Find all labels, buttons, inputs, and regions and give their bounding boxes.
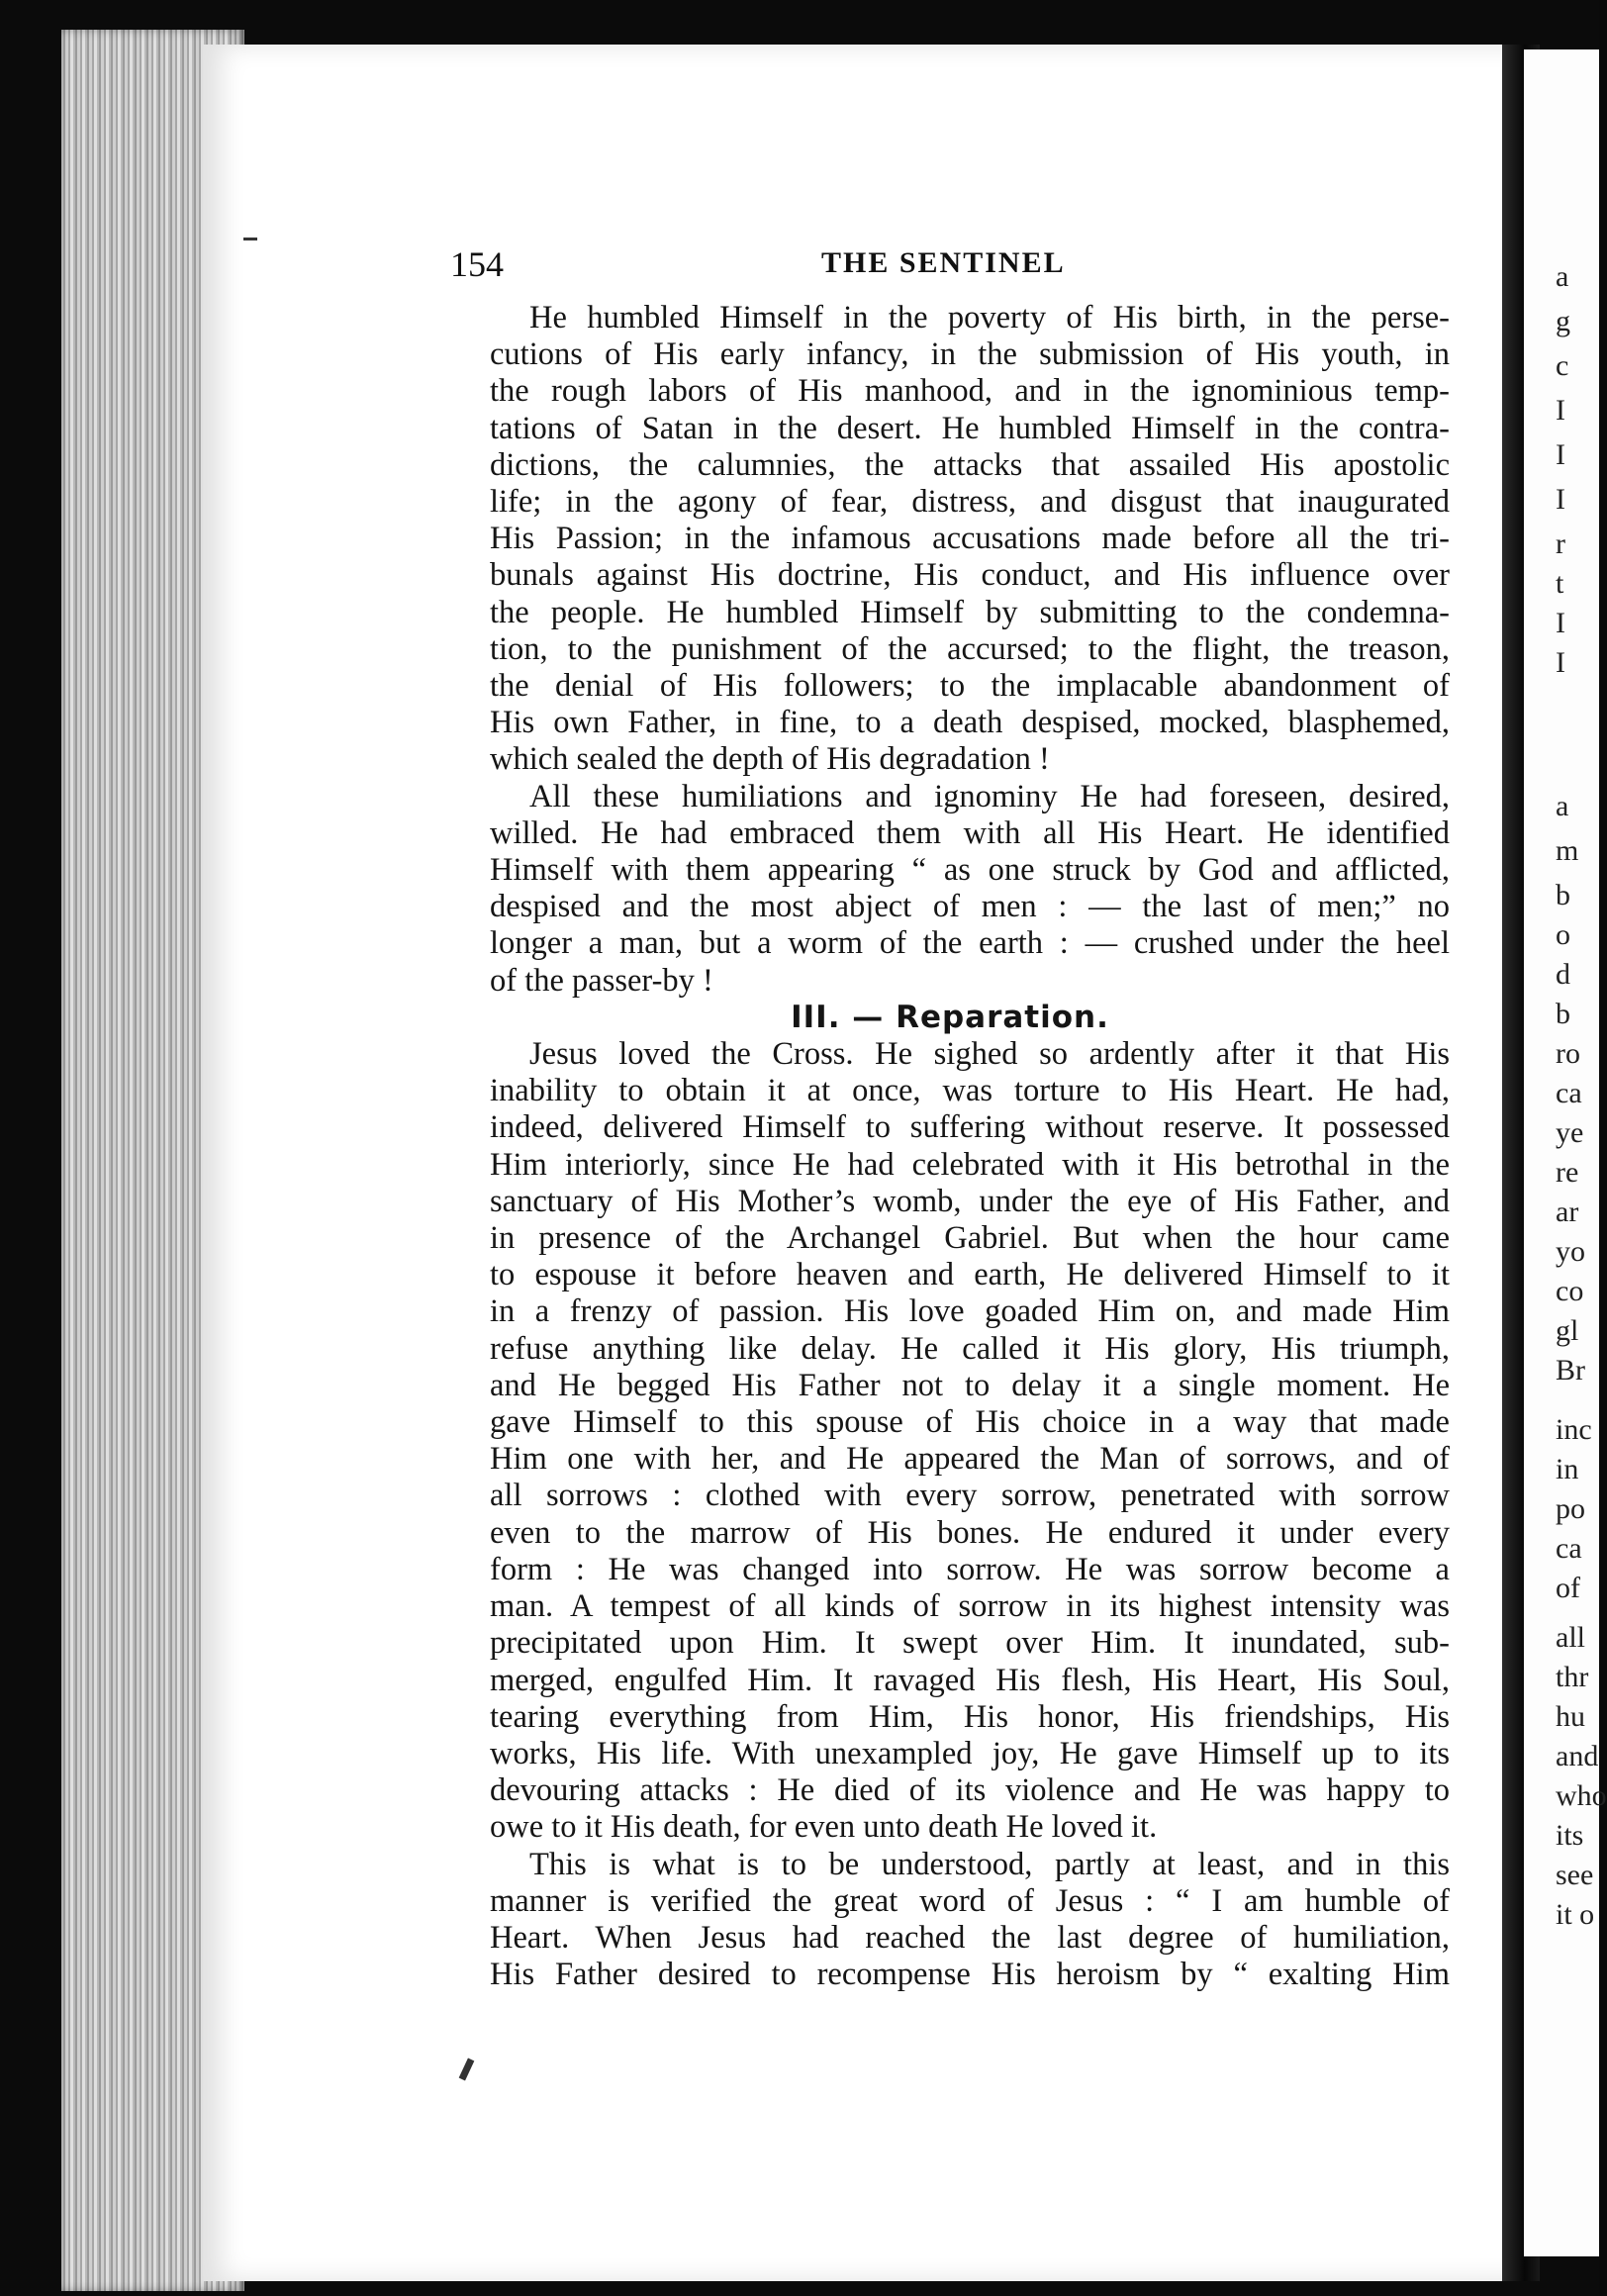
text-line: tations of Satan in the desert. He humbled Himself in the contra- bbox=[490, 410, 1450, 446]
text-line: form : He was changed into sorrow. He was sorrow become a bbox=[490, 1551, 1450, 1587]
text-line: man. A tempest of all kinds of sorrow in its highest intensity was bbox=[490, 1588, 1450, 1625]
facing-page-text: I bbox=[1556, 483, 1565, 516]
facing-page-text: ca bbox=[1556, 1532, 1582, 1565]
facing-page-text: re bbox=[1556, 1156, 1579, 1189]
running-head bbox=[450, 243, 1450, 283]
text-line: Him interiorly, since He had celebrated with it His betrothal in the bbox=[490, 1146, 1450, 1183]
facing-page-text: gl bbox=[1556, 1314, 1579, 1347]
text-line: tion, to the punishment of the accursed; to the flight, the treason, bbox=[490, 630, 1450, 667]
text-line: works, His life. With unexampled joy, He gave Himself up to its bbox=[490, 1735, 1450, 1771]
text-line: He humbled Himself in the poverty of His birth, in the perse- bbox=[529, 300, 1450, 335]
facing-page-text: ar bbox=[1556, 1196, 1579, 1228]
facing-page-text: ro bbox=[1556, 1037, 1580, 1070]
text-line: the people. He humbled Himself by submitting to the condemna- bbox=[490, 594, 1450, 630]
text-line: all sorrows : clothed with every sorrow, penetrated with sorrow bbox=[490, 1478, 1450, 1514]
text-line: to espouse it before heaven and earth, He delivered Himself to it bbox=[490, 1257, 1450, 1293]
facing-page-text: hu bbox=[1556, 1700, 1585, 1733]
facing-page-text: r bbox=[1556, 527, 1565, 560]
text-line: manner is verified the great word of Jesus : “ I am humble of bbox=[490, 1882, 1450, 1919]
scan-speck bbox=[243, 238, 257, 240]
text-line: sanctuary of His Mother’s womb, under the eye of His Father, and bbox=[490, 1183, 1450, 1219]
text-line: devouring attacks : He died of its violence and He was happy to bbox=[490, 1772, 1450, 1809]
text-line: precipitated upon Him. It swept over Him. It inundated, sub- bbox=[490, 1625, 1450, 1662]
text-line: despised and the most abject of men : — the last of men;” no bbox=[490, 889, 1450, 925]
text-line: All these humiliations and ignominy He had foreseen, desired, bbox=[529, 778, 1450, 814]
facing-page-text: o bbox=[1556, 918, 1570, 951]
text-line: Him one with her, and He appeared the Man of sorrows, and of bbox=[490, 1441, 1450, 1478]
running-title: THE SENTINEL bbox=[821, 246, 1066, 279]
facing-page-text: I bbox=[1556, 646, 1565, 679]
text-line: indeed, delivered Himself to suffering without reserve. It possessed bbox=[490, 1109, 1450, 1146]
facing-page-text: of bbox=[1556, 1572, 1580, 1604]
text-line: Heart. When Jesus had reached the last degree of humiliation, bbox=[490, 1919, 1450, 1956]
text-line: dictions, the calumnies, the attacks that assailed His apostolic bbox=[490, 446, 1450, 483]
facing-page-text: a bbox=[1556, 790, 1569, 822]
text-line: This is what is to be understood, partly at least, and in this bbox=[529, 1846, 1450, 1882]
facing-page-text: see bbox=[1556, 1859, 1594, 1891]
facing-page-text: yo bbox=[1556, 1235, 1585, 1268]
facing-page-text: c bbox=[1556, 349, 1569, 382]
text-line: merged, engulfed Him. It ravaged His flesh, His Heart, His Soul, bbox=[490, 1662, 1450, 1698]
text-line: His Passion; in the infamous accusations made before all the tri- bbox=[490, 521, 1450, 557]
page-number: 154 bbox=[450, 244, 504, 284]
facing-page-text: and bbox=[1556, 1740, 1599, 1772]
text-line: His own Father, in fine, to a death despised, mocked, blasphemed, bbox=[490, 705, 1450, 741]
facing-page-text: I bbox=[1556, 438, 1565, 471]
section-heading: III. — Reparation. bbox=[791, 999, 1109, 1035]
text-line: His Father desired to recompense His heroism by “ exalting Him bbox=[490, 1957, 1450, 1993]
text-line: cutions of His early infancy, in the submission of His youth, in bbox=[490, 336, 1450, 373]
page-body bbox=[450, 300, 1450, 1993]
text-line: owe to it His death, for even unto death He loved it. bbox=[490, 1809, 1158, 1846]
text-line: life; in the agony of fear, distress, and disgust that inaugurated bbox=[490, 484, 1450, 521]
facing-page-text: who bbox=[1556, 1779, 1607, 1812]
facing-page-text: Br bbox=[1556, 1354, 1585, 1387]
facing-page-text: t bbox=[1556, 567, 1564, 600]
facing-page-text: I bbox=[1556, 394, 1565, 427]
paragraph bbox=[450, 300, 1450, 779]
facing-page-text: m bbox=[1556, 834, 1579, 867]
facing-page-text: I bbox=[1556, 607, 1565, 639]
text-line: and He begged His Father not to delay it a single moment. He bbox=[490, 1367, 1450, 1403]
text-line: even to the marrow of His bones. He endured it under every bbox=[490, 1514, 1450, 1551]
facing-page-text: its bbox=[1556, 1819, 1584, 1852]
text-line: Jesus loved the Cross. He sighed so ardently after it that His bbox=[529, 1036, 1450, 1073]
text-line: Himself with them appearing “ as one struck by God and afflicted, bbox=[490, 852, 1450, 889]
facing-page-text: b bbox=[1556, 879, 1570, 911]
facing-page-text: g bbox=[1556, 305, 1570, 337]
facing-page-text: ye bbox=[1556, 1116, 1584, 1149]
facing-page-text: po bbox=[1556, 1492, 1585, 1525]
text-line: inability to obtain it at once, was torture to His Heart. He had, bbox=[490, 1073, 1450, 1109]
text-line: longer a man, but a worm of the earth : — crushed under the heel bbox=[490, 925, 1450, 962]
text-line: tearing everything from Him, His honor, His friendships, His bbox=[490, 1698, 1450, 1735]
text-line: willed. He had embraced them with all His Heart. He identified bbox=[490, 814, 1450, 851]
text-line: which sealed the depth of His degradation ! bbox=[490, 741, 1050, 778]
facing-page-text: it o bbox=[1556, 1898, 1595, 1931]
facing-page-text: d bbox=[1556, 958, 1570, 991]
facing-page-text: inc bbox=[1556, 1413, 1592, 1446]
text-line: bunals against His doctrine, His conduct, and His influence over bbox=[490, 557, 1450, 594]
text-line: gave Himself to this spouse of His choice in a way that made bbox=[490, 1404, 1450, 1441]
paragraph bbox=[450, 1036, 1450, 1846]
text-line: in a frenzy of passion. His love goaded Him on, and made Him bbox=[490, 1293, 1450, 1330]
facing-page-text: in bbox=[1556, 1453, 1579, 1485]
facing-page-text: all bbox=[1556, 1621, 1585, 1654]
text-line: the rough labors of His manhood, and in the ignominious temp- bbox=[490, 373, 1450, 410]
facing-page-text: b bbox=[1556, 998, 1570, 1030]
text-line: of the passer-by ! bbox=[490, 962, 713, 999]
facing-page-text: a bbox=[1556, 260, 1569, 293]
facing-page-fragment bbox=[1524, 49, 1607, 2256]
text-line: the denial of His followers; to the implacable abandonment of bbox=[490, 668, 1450, 705]
facing-page-text: ca bbox=[1556, 1077, 1582, 1109]
paragraph bbox=[450, 1847, 1450, 1994]
facing-page-text: co bbox=[1556, 1275, 1584, 1307]
facing-page-text: thr bbox=[1556, 1661, 1589, 1693]
text-line: in presence of the Archangel Gabriel. But when the hour came bbox=[490, 1220, 1450, 1257]
text-line: refuse anything like delay. He called it His glory, His triumph, bbox=[490, 1330, 1450, 1367]
paragraph bbox=[450, 779, 1450, 1000]
